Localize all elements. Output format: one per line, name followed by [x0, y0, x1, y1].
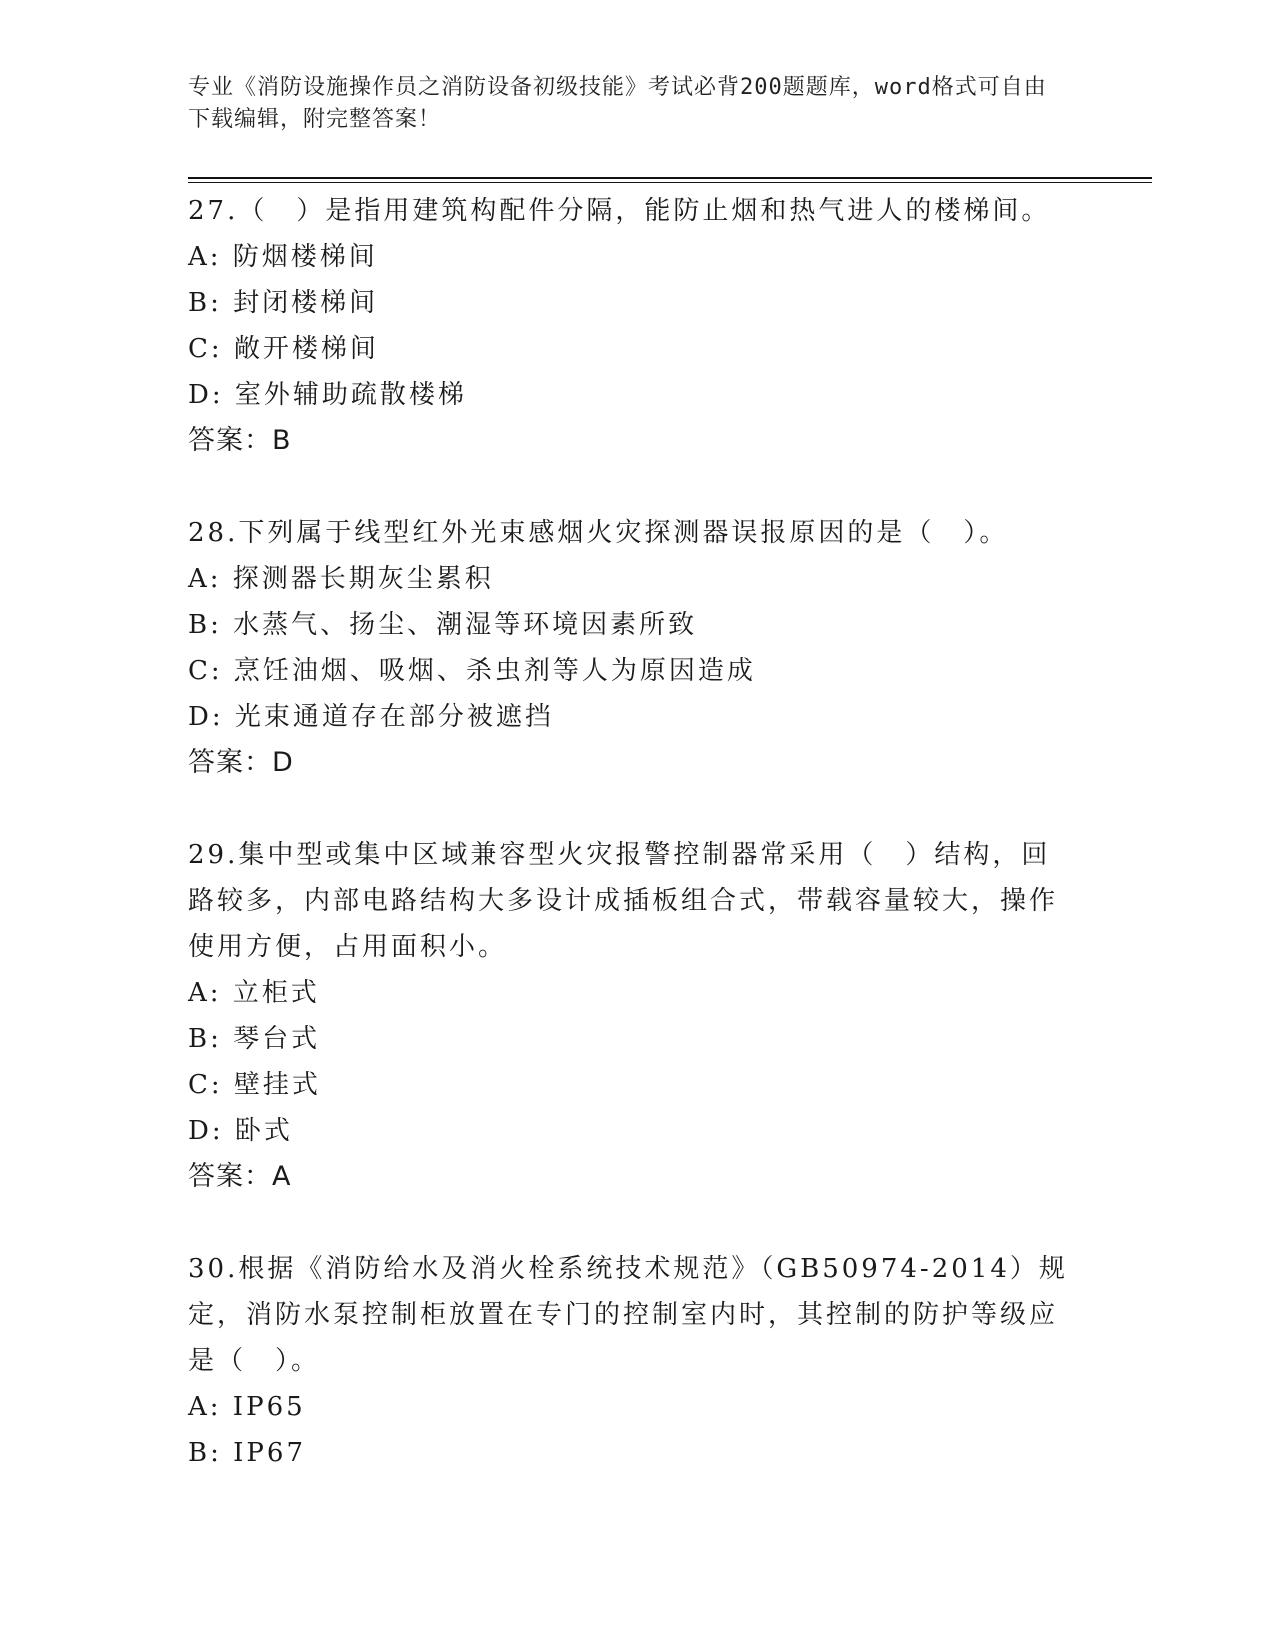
header-divider-thick	[188, 177, 1152, 179]
question-28	[188, 510, 1078, 786]
option-c: C: 烹饪油烟、吸烟、杀虫剂等人为原因造成	[188, 656, 756, 686]
option-a: A: 探测器长期灰尘累积	[188, 564, 494, 594]
option-b: B: 琴台式	[188, 1024, 321, 1054]
question-stem: 28.下列属于线型红外光束感烟火灾探测器误报原因的是（ ）。	[188, 518, 1009, 548]
answer: 答案：B	[188, 425, 292, 456]
question-30	[188, 1246, 1078, 1476]
spacer	[188, 464, 1078, 510]
option-a: A: 立柜式	[188, 978, 320, 1008]
question-list	[188, 188, 1078, 1476]
question-27	[188, 188, 1078, 464]
question-29	[188, 832, 1078, 1200]
option-c: C: 壁挂式	[188, 1070, 321, 1100]
option-b: B: 水蒸气、扬尘、潮湿等环境因素所致	[188, 610, 698, 640]
option-d: D: 室外辅助疏散楼梯	[188, 380, 467, 410]
spacer	[188, 1200, 1078, 1246]
question-stem: 30.根据《消防给水及消火栓系统技术规范》（GB50974-2014）规定，消防水泵控制柜放置在专门的控制室内时，其控制的防护等级应是（ ）。	[188, 1254, 1068, 1376]
spacer	[188, 786, 1078, 832]
header-divider-thin	[188, 182, 1152, 183]
option-b: B: 封闭楼梯间	[188, 288, 379, 318]
option-d: D: 卧式	[188, 1116, 293, 1146]
question-stem: 29.集中型或集中区域兼容型火灾报警控制器常采用（ ）结构，回路较多，内部电路结构大多设计成插板组合式，带载容量较大，操作使用方便，占用面积小。	[188, 840, 1059, 962]
option-a: A: IP65	[188, 1392, 306, 1422]
answer: 答案：A	[188, 1161, 292, 1192]
option-c: C: 敞开楼梯间	[188, 334, 379, 364]
question-stem: 27.（ ）是指用建筑构配件分隔，能防止烟和热气进人的楼梯间。	[188, 196, 1051, 226]
option-d: D: 光束通道存在部分被遮挡	[188, 702, 554, 732]
option-b: B: IP67	[188, 1438, 306, 1468]
option-a: A: 防烟楼梯间	[188, 242, 378, 272]
answer: 答案：D	[188, 747, 294, 778]
page-header: 专业《消防设施操作员之消防设备初级技能》考试必背200题题库，word格式可自由下载编辑，附完整答案！	[188, 75, 1047, 132]
